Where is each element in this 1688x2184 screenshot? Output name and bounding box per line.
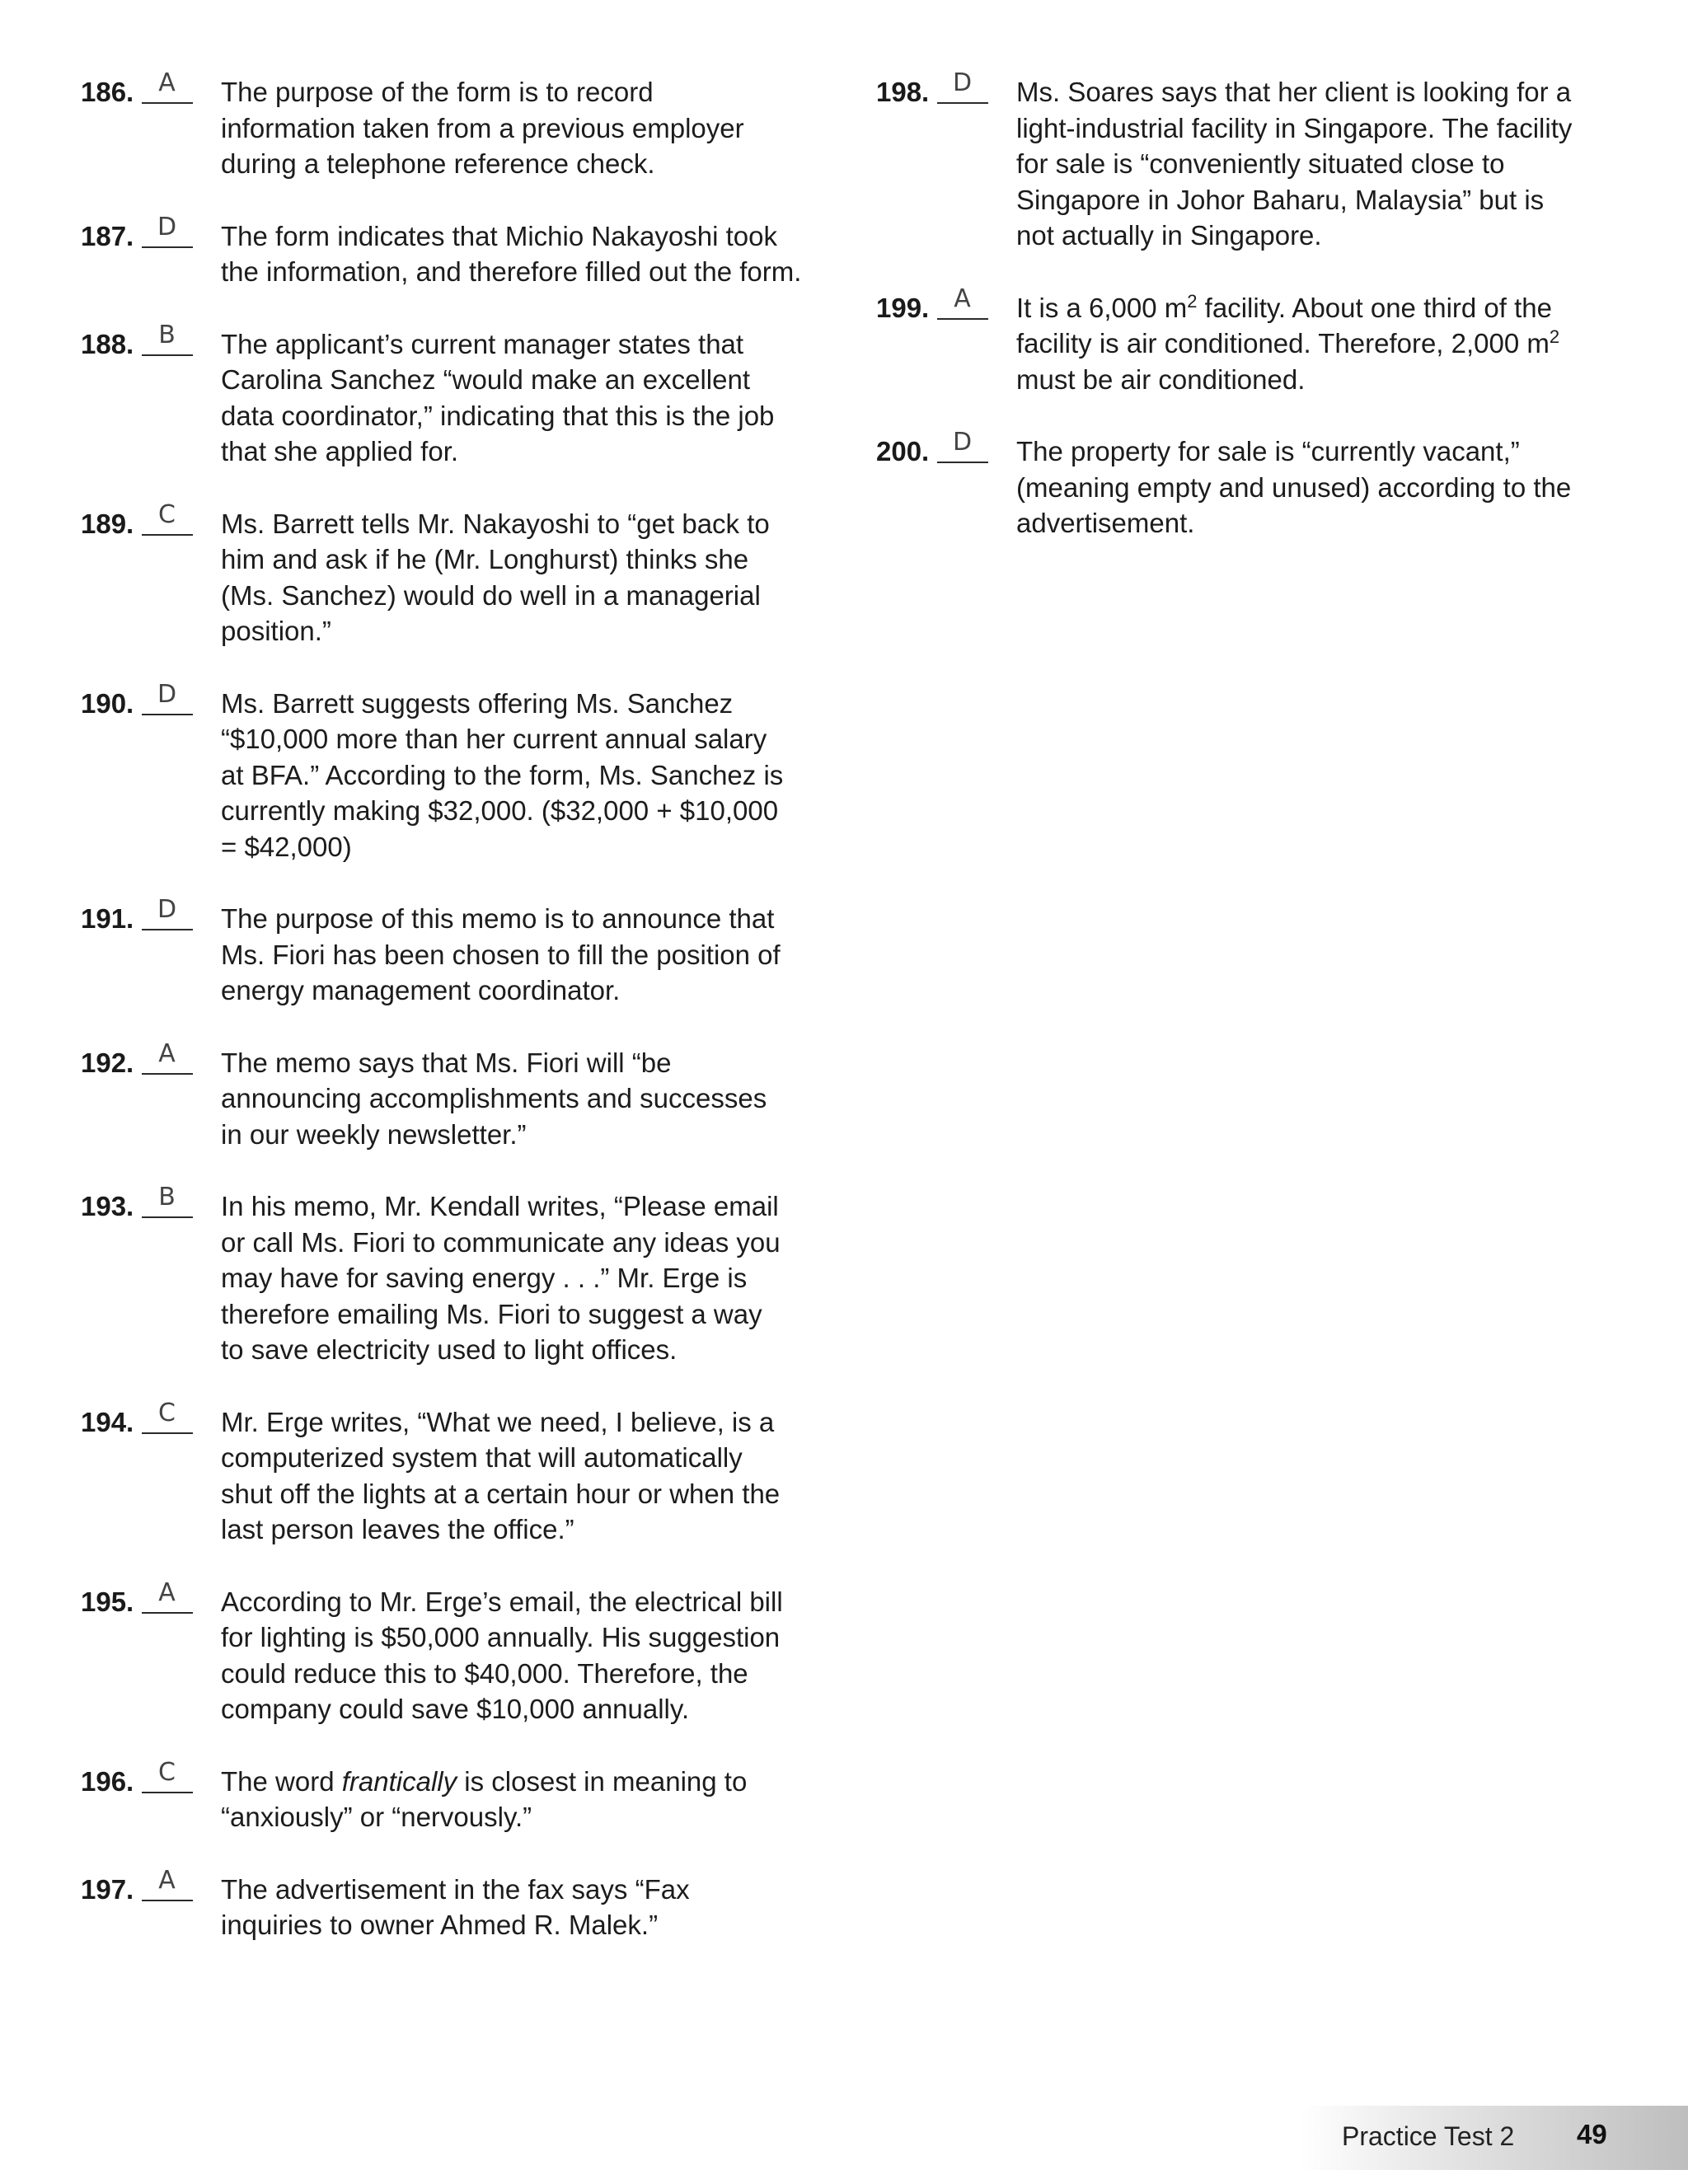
answer-item-190 <box>81 679 823 865</box>
handwritten-answer: A <box>158 1038 176 1068</box>
question-number: 186. <box>81 77 134 107</box>
answer-item-191 <box>81 895 823 1009</box>
question-number: 198. <box>876 77 930 107</box>
answer-blank <box>937 68 988 104</box>
italic-term: frantically <box>341 1765 457 1797</box>
explanation-text: Ms. Barrett tells Mr. Nakayoshi to “get back to him and ask if he (Mr. Longhurst) thinks she (Ms. Sanchez) would do well in a managerial position.” <box>221 508 770 646</box>
question-number: 197. <box>81 1873 134 1905</box>
answer-blank <box>142 1577 193 1614</box>
answer-blank <box>142 1183 193 1218</box>
explanation-text: Ms. Soares says that her client is looking for a light-industrial facility in Singapore. The facility for sale is “conveniently situated close to Singapore in Johor Baharu, Malaysia” but is not actually in Singapore. <box>1016 77 1573 251</box>
handwritten-answer: B <box>158 1183 176 1212</box>
question-number: 190. <box>81 687 134 719</box>
explanation-text-end: is closest in meaning to “anxiously” or “nervously.” <box>221 1765 748 1832</box>
footer-title: Practice Test 2 <box>1342 2121 1515 2151</box>
explanation-text: Mr. Erge writes, “What we need, I believe, is a computerized system that will automatically shut off the lights at a certain hour or when the last person leaves the office.” <box>221 1406 781 1544</box>
handwritten-answer: A <box>158 68 176 97</box>
handwritten-answer: D <box>157 895 178 924</box>
answer-item-193 <box>81 1183 823 1368</box>
answer-blank <box>142 895 193 930</box>
explanation-text: The purpose of this memo is to announce that Ms. Fiori has been chosen to fill the position of energy management coordinator. <box>221 903 781 1005</box>
explanation-text-part: It is a 6,000 m <box>1016 292 1188 323</box>
question-number: 188. <box>81 328 134 359</box>
answer-blank <box>142 499 193 536</box>
answer-blank <box>142 1865 193 1901</box>
handwritten-answer: B <box>158 320 176 349</box>
answer-blank <box>142 1757 193 1793</box>
answer-item-186 <box>81 68 823 182</box>
question-number: 199. <box>876 292 930 323</box>
explanation-text: According to Mr. Erge’s email, the electrical bill for lighting is $50,000 annually. His suggestion could reduce this to $40,000. Therefore, the company could save $10,000 annually. <box>221 1586 783 1724</box>
left-column <box>81 68 823 1980</box>
superscript: 2 <box>1549 326 1560 347</box>
handwritten-answer: D <box>157 212 178 241</box>
handwritten-answer: D <box>157 679 178 709</box>
question-number: 193. <box>81 1191 134 1221</box>
explanation-text-start: The word <box>221 1765 342 1797</box>
handwritten-answer: D <box>952 428 973 457</box>
explanation-text <box>221 1764 823 1835</box>
question-number: 200. <box>876 436 930 466</box>
handwritten-answer: C <box>158 499 176 529</box>
answer-blank <box>142 212 193 248</box>
handwritten-answer: C <box>158 1398 176 1427</box>
question-number: 192. <box>81 1047 134 1078</box>
question-number: 194. <box>81 1406 134 1437</box>
explanation-text: The memo says that Ms. Fiori will “be announcing accomplishments and successes in our weekly newsletter.” <box>221 1047 767 1150</box>
answer-item-194 <box>81 1398 823 1548</box>
explanation-text: The form indicates that Michio Nakayoshi took the information, and therefore filled out the form. <box>221 220 802 287</box>
explanation-text: The advertisement in the fax says “Fax inquiries to owner Ahmed R. Malek.” <box>221 1873 690 1940</box>
page-number: 49 <box>1577 2119 1607 2149</box>
answer-item-195 <box>81 1577 823 1727</box>
handwritten-answer: A <box>158 1577 176 1607</box>
explanation-text: The property for sale is “currently vacant,” (meaning empty and unused) according to the advertisement. <box>1016 436 1572 538</box>
answer-blank <box>937 428 988 463</box>
answer-item-200 <box>876 428 1618 541</box>
answer-blank <box>142 679 193 715</box>
answer-item-189 <box>81 499 823 649</box>
answer-item-196 <box>81 1757 823 1835</box>
answer-item-199 <box>876 284 1618 398</box>
answer-item-197 <box>81 1865 823 1943</box>
explanation-text-part: facility. About one third of the facility is air conditioned. Therefore, 2,000 m <box>1016 292 1552 359</box>
handwritten-answer: D <box>952 68 973 97</box>
answer-blank <box>142 320 193 356</box>
question-number: 191. <box>81 903 134 934</box>
handwritten-answer: C <box>158 1757 176 1787</box>
answer-item-192 <box>81 1038 823 1153</box>
explanation-text: The applicant’s current manager states that Carolina Sanchez “would make an excellent data coordinator,” indicating that this is the job that she applied for. <box>221 328 775 466</box>
question-number: 196. <box>81 1765 134 1797</box>
explanation-text-part: must be air conditioned. <box>1016 363 1306 395</box>
superscript: 2 <box>1187 290 1198 312</box>
question-number: 195. <box>81 1586 134 1617</box>
handwritten-answer: A <box>954 284 972 313</box>
handwritten-answer: A <box>158 1865 176 1895</box>
right-column <box>876 68 1618 578</box>
explanation-text: Ms. Barrett suggests offering Ms. Sanchez “$10,000 more than her current annual salary at BFA.” According to the form, Ms. Sanchez is currently making $32,000. ($32,000 + $10,000 = $42,000) <box>221 687 784 862</box>
answer-item-198 <box>876 68 1618 254</box>
answer-blank <box>937 284 988 320</box>
question-number: 189. <box>81 508 134 539</box>
answer-item-188 <box>81 320 823 470</box>
answer-blank <box>142 68 193 104</box>
explanation-text: In his memo, Mr. Kendall writes, “Please email or call Ms. Fiori to communicate any ideas you may have for saving energy . . .” Mr. Erge is therefore emailing Ms. Fiori to suggest a way to save electricity used to light offices. <box>221 1191 781 1365</box>
answer-blank <box>142 1038 193 1075</box>
explanation-text <box>1016 290 1618 398</box>
question-number: 187. <box>81 220 134 251</box>
answer-item-187 <box>81 212 823 290</box>
answer-blank <box>142 1398 193 1434</box>
explanation-text: The purpose of the form is to record information taken from a previous employer during a telephone reference check. <box>221 77 744 179</box>
